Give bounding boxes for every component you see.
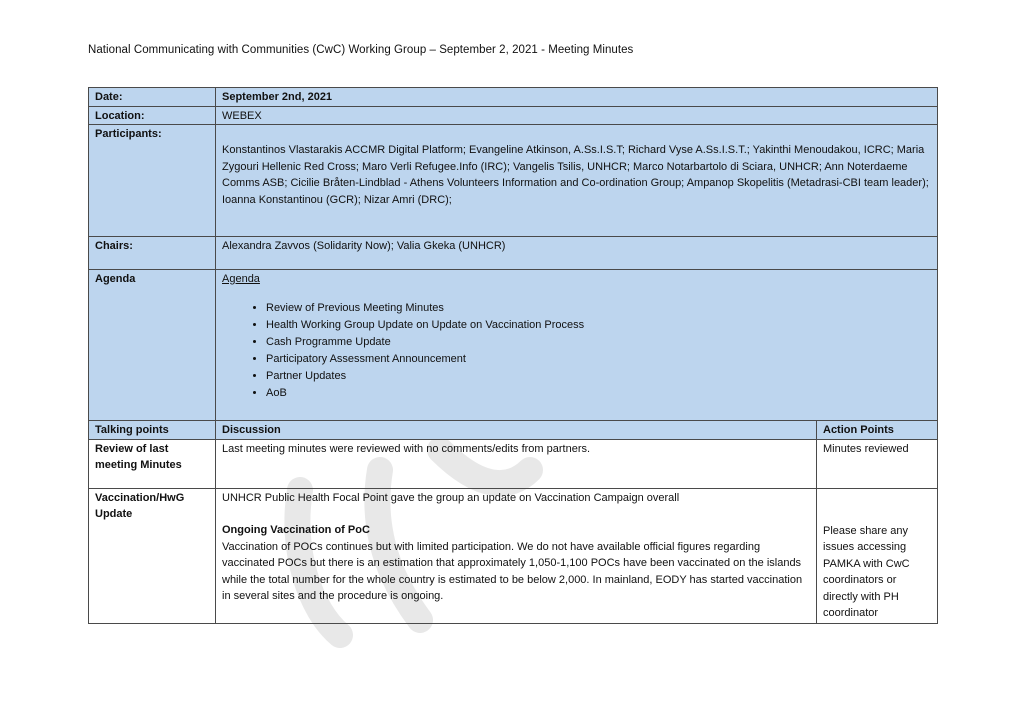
row-discussion: Last meeting minutes were reviewed with no comments/edits from partners.: [216, 439, 817, 488]
agenda-item: • Participatory Assessment Announcement: [266, 351, 931, 368]
participants-label: Participants:: [89, 125, 216, 237]
document-title: National Communicating with Communities (CwC) Working Group – September 2, 2021 - Meeting Minutes: [88, 44, 634, 56]
agenda-item: • Cash Programme Update: [266, 334, 931, 351]
location-value: WEBEX: [216, 106, 938, 125]
chairs-value: Alexandra Zavvos (Solidarity Now); Valia Gkeka (UNHCR): [216, 237, 938, 270]
agenda-cell: [216, 270, 938, 421]
row-topic: Vaccination/HwG Update: [89, 488, 216, 623]
agenda-item: • Health Working Group Update on Update on Vaccination Process: [266, 317, 931, 334]
action-text: Please share any issues accessing PAMKA with CwC coordinators or directly with PH coordinator: [823, 524, 910, 619]
date-value: September 2nd, 2021: [216, 88, 938, 107]
discussion-header: Discussion: [216, 421, 817, 440]
row-discussion: [216, 488, 817, 623]
discussion-body: Vaccination of POCs continues but with limited participation. We do not have available official figures regarding vaccinated POCs but there is an estimation that approximately 1,050-1,100 POCs have been vaccinated on the islands while the total number for the whole country is estimated to be below 2,000. In mainland, EODY has started vaccination in several sites and the procedure is ongoing.: [222, 540, 803, 602]
table-row: [89, 439, 938, 488]
discussion-intro: UNHCR Public Health Focal Point gave the group an update on Vaccination Campaign overall: [222, 491, 680, 504]
agenda-list: [222, 300, 931, 402]
talking-points-header: Talking points: [89, 421, 216, 440]
agenda-heading-link[interactable]: Agenda: [222, 273, 260, 285]
minutes-table: [88, 87, 938, 624]
agenda-label: Agenda: [89, 270, 216, 421]
agenda-row: [89, 270, 938, 421]
row-topic: Review of last meeting Minutes: [89, 439, 216, 488]
location-row: [89, 106, 938, 125]
location-label: Location:: [89, 106, 216, 125]
date-row: [89, 88, 938, 107]
discussion-subheading: Ongoing Vaccination of PoC: [222, 524, 370, 536]
agenda-item: • Partner Updates: [266, 368, 931, 385]
participants-value: Konstantinos Vlastarakis ACCMR Digital Platform; Evangeline Atkinson, A.Ss.I.S.T; Richard Vyse A.Ss.I.S.T.; Yakinthi Menoudakou, ICRC; Maria Zygouri Hellenic Red Cross; Maro Verli Refugee.Info (IRC); Vangelis Tsilis, UNHCR; Marco Notarbartolo di Sciara, UNHCR; Ann Noterdaeme Comms ASB; Cicilie Bråten-Lindblad - Athens Volunteers Information and Co-ordination Group; Ampanop Skopelitis (Metadrasi-CBI team leader); Ioanna Konstantinou (GCR); Nizar Amri (DRC);: [222, 144, 929, 206]
chairs-row: [89, 237, 938, 270]
row-action: [817, 488, 938, 623]
agenda-item: • AoB: [266, 385, 931, 402]
chairs-label: Chairs:: [89, 237, 216, 270]
column-header-row: [89, 421, 938, 440]
date-label: Date:: [89, 88, 216, 107]
table-row: [89, 488, 938, 623]
participants-cell: [216, 125, 938, 237]
agenda-item: • Review of Previous Meeting Minutes: [266, 300, 931, 317]
row-action: Minutes reviewed: [817, 439, 938, 488]
action-points-header: Action Points: [817, 421, 938, 440]
participants-row: [89, 125, 938, 237]
